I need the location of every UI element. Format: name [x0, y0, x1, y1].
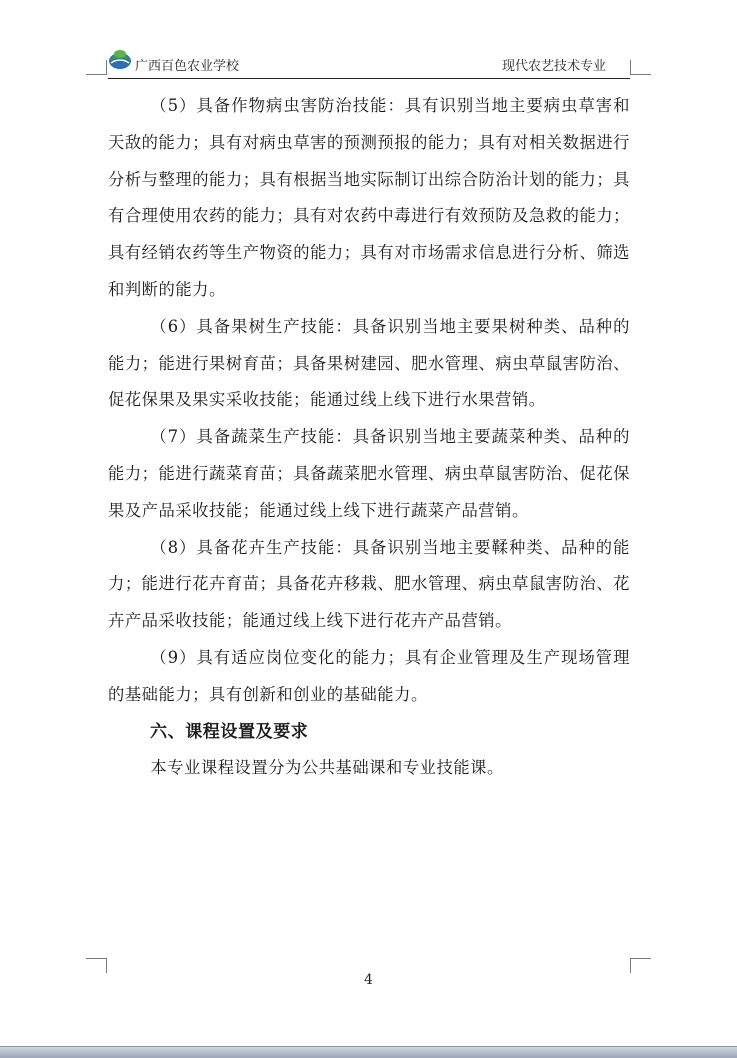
page-number: 4	[364, 972, 373, 988]
paragraph-item-7: （7）具备蔬菜生产技能：具备识别当地主要蔬菜种类、品种的能力；能进行蔬菜育苗；具备蔬菜肥水管理、病虫草鼠害防治、促花保果及产品采收技能；能通过线上线下进行蔬菜产品营销。	[108, 427, 630, 520]
paragraph-item-9: （9）具有适应岗位变化的能力；具有企业管理及生产现场管理的基础能力；具有创新和创业的基础能力。	[108, 647, 630, 704]
page-body	[108, 88, 630, 787]
section-heading: 六、课程设置及要求	[150, 721, 309, 742]
major-name: 现代农艺技术专业	[501, 59, 606, 74]
crop-mark-bottom-right	[630, 958, 651, 973]
paragraph-item-6: （6）具备果树生产技能：具备识别当地主要果树种类、品种的能力；能进行果树育苗；具备果树建园、肥水管理、病虫草鼠害防治、促花保果及果实采收技能；能通过线上线下进行水果营销。	[108, 316, 630, 410]
page-header	[108, 44, 628, 78]
school-name: 广西百色农业学校	[135, 59, 240, 74]
crop-mark-top-right	[630, 60, 651, 75]
school-logo-icon	[108, 48, 132, 70]
section-intro: 本专业课程设置分为公共基础课和专业技能课。	[150, 758, 504, 778]
crop-mark-bottom-left	[86, 958, 107, 973]
paragraph-item-8: （8）具备花卉生产技能：具备识别当地主要鞣种类、品种的能力；能进行花卉育苗；具备花卉移栽、肥水管理、病虫草鼠害防治、花卉产品采收技能；能通过线上线下进行花卉产品营销。	[108, 537, 630, 631]
window-bottom-strip	[0, 1046, 737, 1058]
crop-mark-top-left	[86, 60, 107, 75]
paragraph-item-5: （5）具备作物病虫害防治技能：具有识别当地主要病虫草害和天敌的能力；具有对病虫草害的预测预报的能力；具有对相关数据进行分析与整理的能力；具有根据当地实际制订出综合防治计划的能力；具有合理使用农药的能力；具有对农药中毒进行有效预防及急救的能力；具有经销农药等生产物资的能力；具有对市场需求信息进行分析、筛选和判断的能力。	[108, 96, 630, 299]
header-divider	[108, 78, 630, 79]
